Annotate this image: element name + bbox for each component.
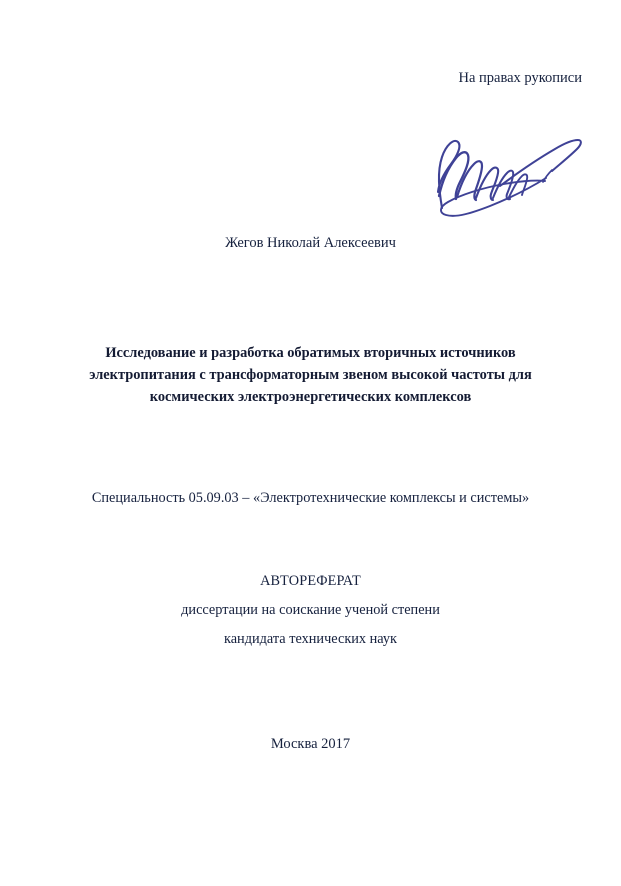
abstract-subtitle-line-2: кандидата технических наук — [223, 631, 398, 647]
title-line-3: космических электроэнергетических комплексов — [149, 388, 472, 405]
title-line-1: Исследование и разработка обратимых вторичных источников — [105, 345, 516, 361]
title-line-2: электропитания с трансформаторным звеном высокой частоты для — [89, 366, 532, 383]
author-name: Жегов Николай Алексеевич — [225, 235, 396, 251]
imprint-city-year: Москва 2017 — [270, 736, 351, 752]
abstract-heading: АВТОРЕФЕРАТ — [260, 573, 361, 589]
abstract-subtitle-line-1: диссертации на соискание ученой степени — [181, 602, 440, 618]
page-title — [78, 343, 543, 409]
specialty-line: Специальность 05.09.03 – «Электротехнические комплексы и системы» — [91, 490, 530, 506]
manuscript-rights-note: На правах рукописи — [458, 70, 582, 86]
handwritten-signature — [412, 112, 587, 220]
